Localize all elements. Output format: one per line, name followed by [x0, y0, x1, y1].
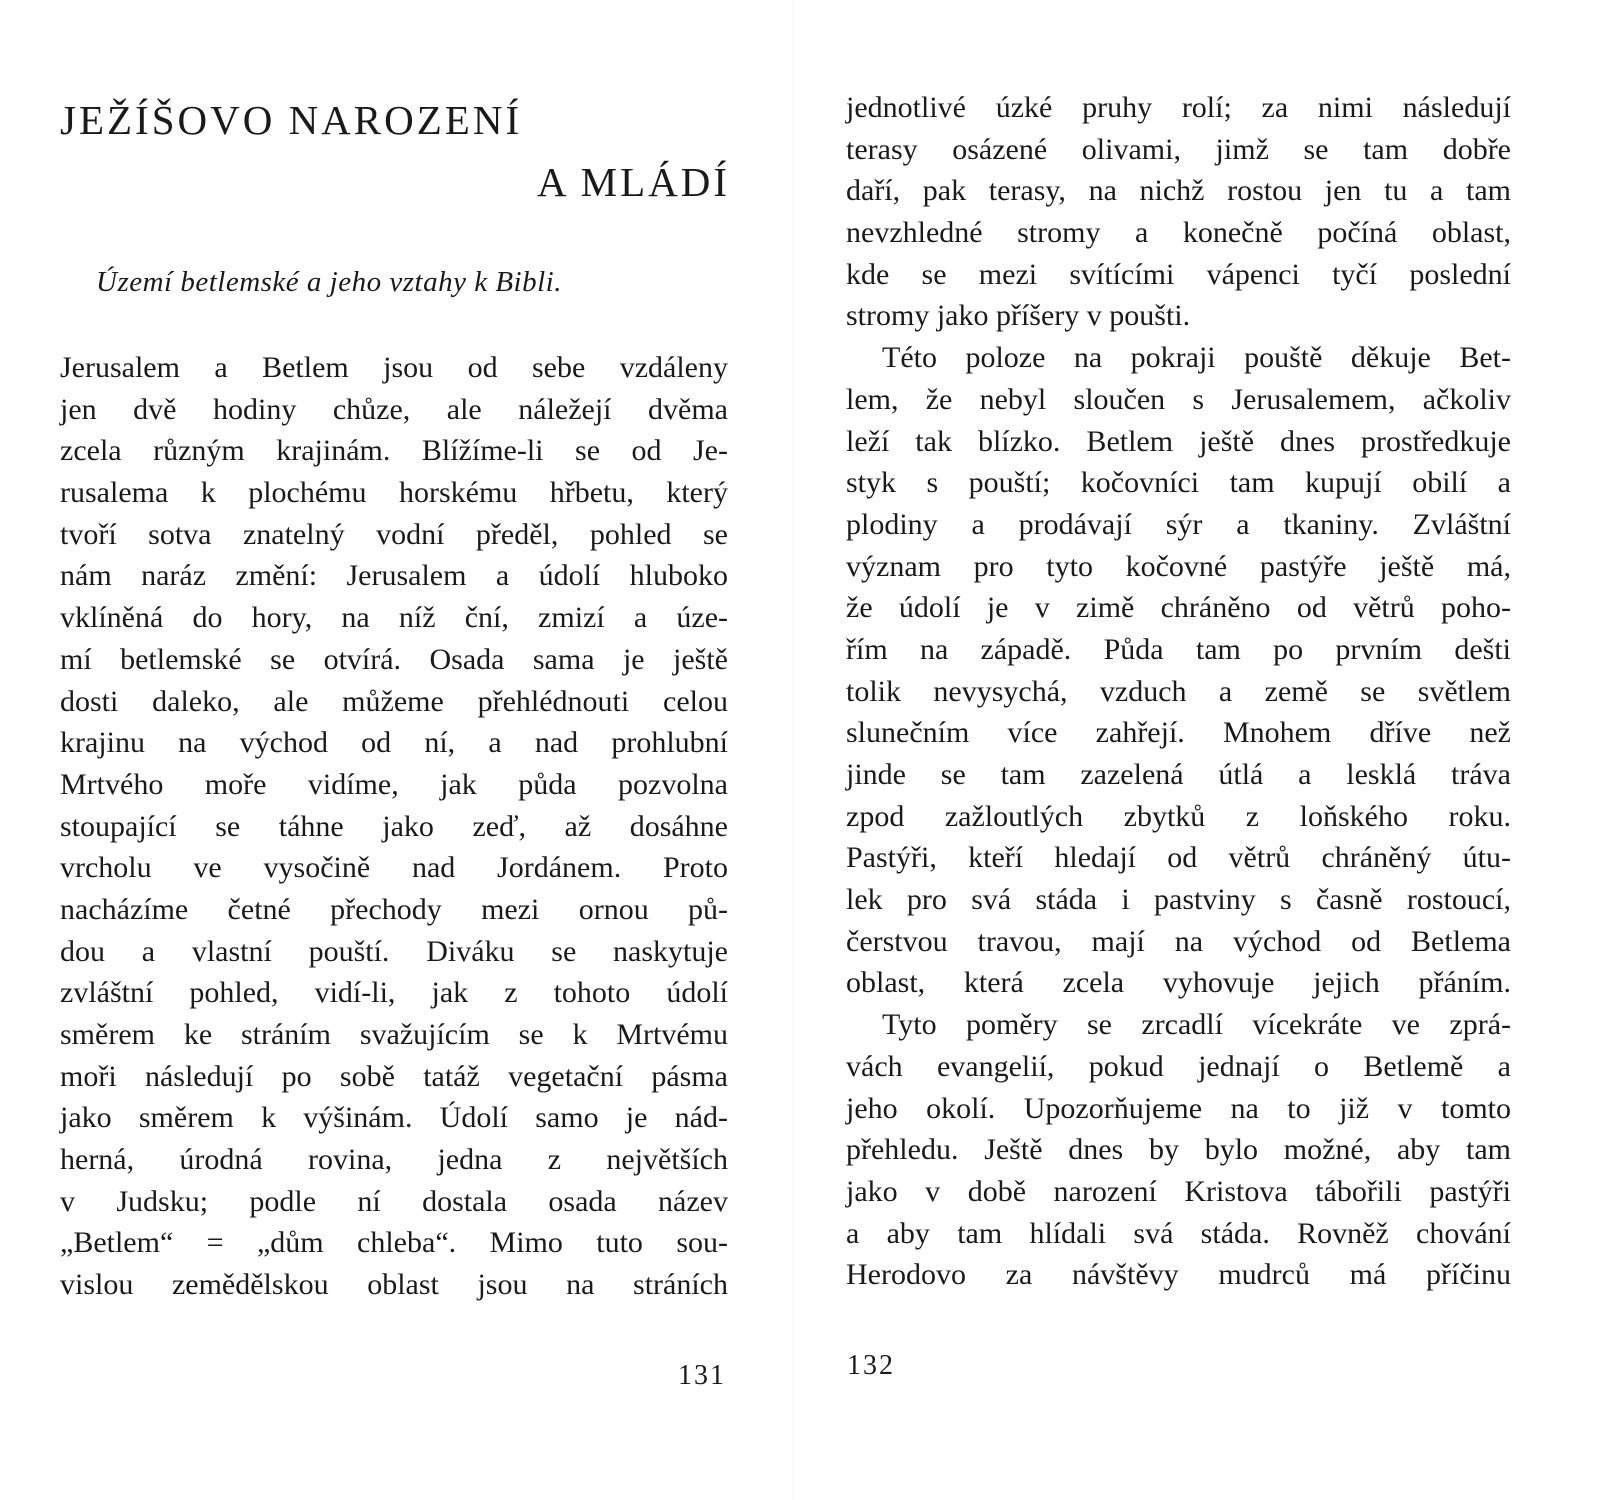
text-line: vách evangelií, pokud jednají o Betlemě a: [846, 1049, 1511, 1083]
text-line: přehledu. Ještě dnes by bylo možné, aby tam: [846, 1133, 1511, 1167]
chapter-title-line-2: A MLÁDÍ: [537, 159, 730, 205]
text-line: plodiny a prodávají sýr a tkaniny. Zvláštní: [846, 507, 1511, 541]
text-line: dou a vlastní pouští. Diváku se naskytuje: [60, 934, 728, 968]
right-page-text: [846, 87, 1511, 1296]
text-line: význam pro tyto kočovné pastýře ještě má,: [846, 549, 1511, 583]
text-line: Jerusalem a Betlem jsou od sebe vzdáleny: [60, 351, 728, 384]
text-line: nevzhledné stromy a konečně počíná oblast,: [846, 216, 1511, 250]
text-line: dosti daleko, ale můžeme přehlédnouti celou: [60, 684, 728, 718]
text-line: jinde se tam zazelená útlá a lesklá tráva: [846, 758, 1511, 791]
text-line: vklíněná do hory, na níž ční, zmizí a úze-: [60, 601, 728, 635]
text-line: lem, že nebyl sloučen s Jerusalemem, ačkoliv: [846, 382, 1511, 416]
text-line: a aby tam hlídali svá stáda. Rovněž chování: [846, 1216, 1511, 1250]
text-line: jednotlivé úzké pruhy rolí; za nimi následují: [846, 91, 1511, 124]
page-number-right: 132: [847, 1350, 895, 1381]
text-line: moři následují po sobě tatáž vegetační pásma: [60, 1059, 728, 1093]
text-line: oblast, která zcela vyhovuje jejich přáním.: [846, 966, 1511, 1000]
text-line: zvláštní pohled, vidí-li, jak z tohoto údolí: [60, 976, 728, 1010]
text-line: Pastýři, kteří hledají od větrů chráněný útu-: [846, 841, 1511, 875]
text-line: lek pro svá stáda i pastviny s časně rostoucí,: [846, 883, 1511, 917]
text-line: stoupající se táhne jako zeď, až dosáhne: [60, 809, 728, 843]
text-line: rusalema k plochému horskému hřbetu, který: [60, 476, 728, 510]
text-line: krajinu na východ od ní, a nad prohlubní: [60, 726, 728, 760]
book-spine: [792, 0, 794, 1500]
section-subtitle: Území betlemské a jeho vztahy k Bibli.: [96, 266, 562, 298]
text-line: vrcholu ve vysočině nad Jordánem. Proto: [60, 851, 728, 885]
text-line: směrem ke stráním svažujícím se k Mrtvému: [60, 1018, 728, 1051]
text-line: leží tak blízko. Betlem ještě dnes prostředkuje: [846, 424, 1511, 458]
text-line: styk s pouští; kočovníci tam kupují obilí a: [846, 466, 1511, 500]
text-line: tvoří sotva znatelný vodní předěl, pohled se: [60, 517, 728, 551]
text-line: Této poloze na pokraji pouště děkuje Bet-: [882, 341, 1511, 375]
text-line: mí betlemské se otvírá. Osada sama je ještě: [60, 642, 728, 676]
text-line: nám naráz změní: Jerusalem a údolí hluboko: [60, 559, 728, 593]
text-line: čerstvou travou, mají na východ od Betlema: [846, 924, 1511, 958]
text-line: daří, pak terasy, na nichž rostou jen tu a tam: [846, 174, 1511, 208]
text-line: tolik nevysychá, vzduch a země se světlem: [846, 674, 1511, 708]
text-line: Tyto poměry se zrcadlí vícekráte ve zprá-: [882, 1008, 1511, 1042]
text-line: terasy osázené olivami, jimž se tam dobře: [846, 132, 1511, 166]
text-line: Herodovo za návštěvy mudrců má příčinu: [846, 1258, 1511, 1292]
text-line: kde se mezi svítícími vápenci tyčí poslední: [846, 257, 1511, 291]
text-line: že údolí je v zimě chráněno od větrů poho-: [846, 591, 1511, 625]
text-line: řím na západě. Půda tam po prvním dešti: [846, 632, 1511, 666]
text-line: slunečním více zahřejí. Mnohem dříve než: [846, 716, 1511, 750]
left-page-text: [60, 347, 728, 1306]
text-line: zpod zažloutlých zbytků z loňského roku.: [846, 799, 1511, 833]
text-line: jako směrem k výšinám. Údolí samo je nád-: [60, 1101, 728, 1135]
text-line: v Judsku; podle ní dostala osada název: [60, 1184, 728, 1218]
text-line: „Betlem“ = „dům chleba“. Mimo tuto sou-: [60, 1226, 728, 1260]
page-number-left: 131: [678, 1360, 726, 1391]
text-line: jako v době narození Kristova tábořili pastýři: [846, 1174, 1511, 1208]
text-line: stromy jako příšery v poušti.: [846, 299, 1191, 333]
text-line: jen dvě hodiny chůze, ale náležejí dvěma: [60, 392, 728, 426]
chapter-title-line-1: JEŽÍŠOVO NAROZENÍ: [60, 97, 523, 143]
text-line: zcela různým krajinám. Blížíme-li se od Je-: [60, 434, 728, 468]
text-line: herná, úrodná rovina, jedna z největších: [60, 1143, 728, 1177]
text-line: vislou zemědělskou oblast jsou na stráních: [60, 1268, 728, 1302]
text-line: Mrtvého moře vidíme, jak půda pozvolna: [60, 767, 728, 801]
text-line: nacházíme četné přechody mezi ornou pů-: [60, 892, 728, 926]
text-line: jeho okolí. Upozorňujeme na to již v tomto: [846, 1091, 1511, 1125]
